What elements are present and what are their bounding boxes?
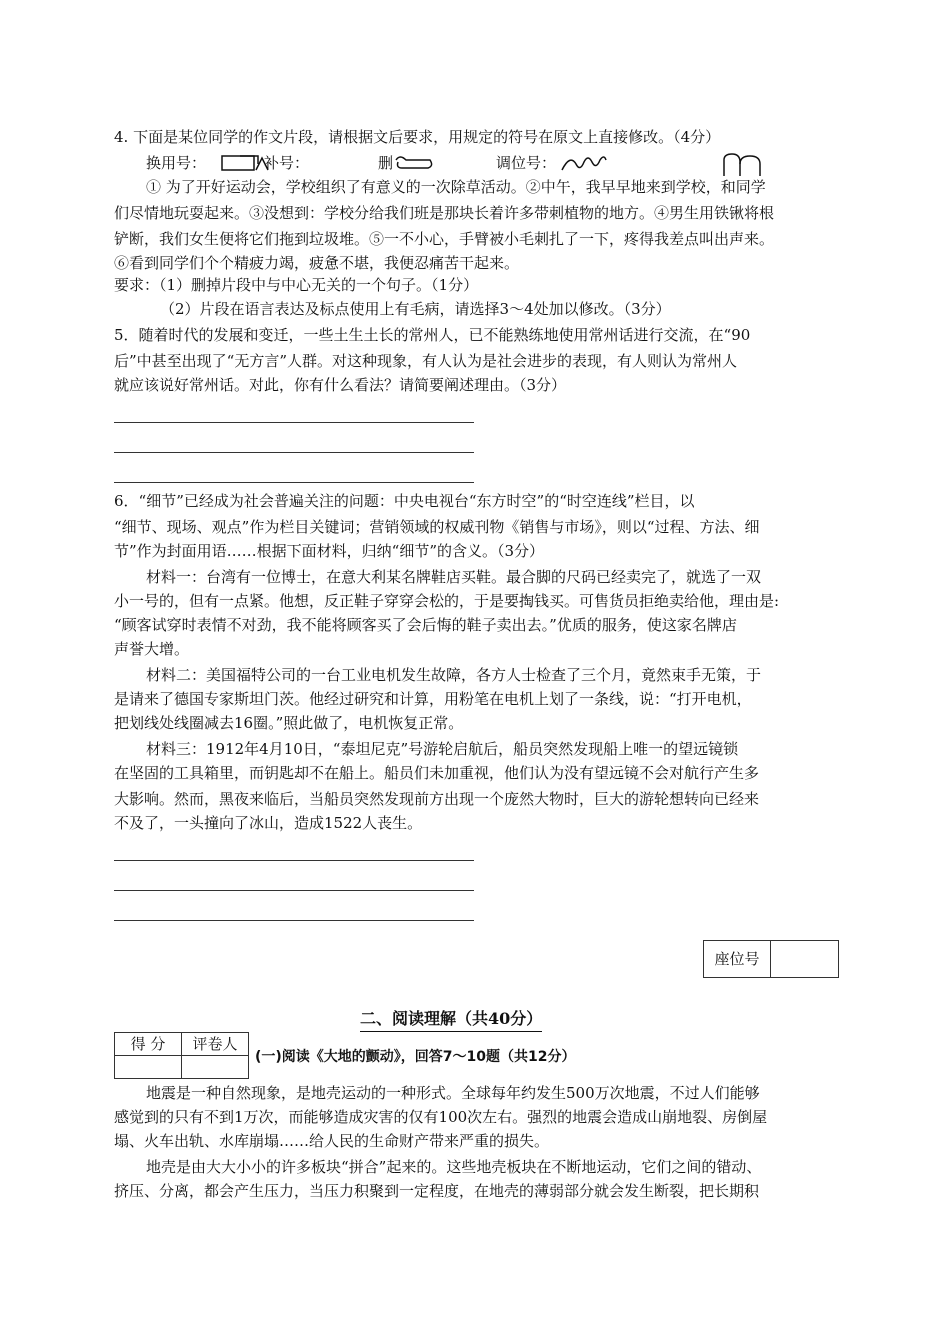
proofreading-symbols-row (146, 152, 796, 176)
q6-material2-line-2: 是请来了德国专家斯坦门茨。他经过研究和计算，用粉笔在电机上划了一条线，说：“打开电机， (114, 690, 752, 708)
replace-symbol-label: 换用号： (146, 154, 207, 172)
q6-material3-line-1: 材料三：1912年4月10日，“泰坦尼克”号游轮启航后，船员突然发现船上唯一的望远镜锁 (146, 740, 739, 758)
transpose-mark-icon (720, 152, 770, 178)
q6-material1-line-4: 声誉大增。 (114, 640, 190, 658)
q6-line-3: 节”作为封面用语……根据下面材料，归纳“细节”的含义。（3分） (114, 542, 545, 560)
q6-material3-line-4: 不及了，一头撞向了冰山，造成1522人丧生。 (114, 814, 423, 832)
seat-number-field[interactable] (771, 941, 838, 977)
q6-material2-line-3: 把划线处线圈减去16圈。”照此做了，电机恢复正常。 (114, 714, 464, 732)
q6-material2-line-1: 材料二：美国福特公司的一台工业电机发生故障，各方人士检查了三个月，竟然束手无策，于 (146, 666, 762, 684)
grader-cell[interactable] (182, 1056, 249, 1079)
q6-answer-line[interactable] (114, 920, 474, 921)
reading-paragraph-line: 塌、火车出轨、水库崩塌……给人民的生命财产带来严重的损失。 (114, 1132, 550, 1150)
reading-paragraph-line: 地壳是由大大小小的许多板块“拼合”起来的。这些地壳板块在不断地运动，它们之间的错动、 (146, 1158, 762, 1176)
q4-passage-line-2: 们尽情地玩耍起来。③没想到：学校分给我们班是那块长着许多带刺植物的地方。④男生用铁锹将根 (114, 204, 775, 222)
q6-material3-line-2: 在坚固的工具箱里，而钥匙却不在船上。船员们未加重视，他们认为没有望远镜不会对航行产生多 (114, 764, 760, 782)
delete-symbol-label: 删 (378, 154, 394, 172)
q4-requirement-1: 要求：（1）删掉片段中与中心无关的一个句子。（1分） (114, 276, 479, 294)
q5-line-2: 后”中甚至出现了“无方言”人群。对这种现象，有人认为是社会进步的表现，有人则认为常州人 (114, 352, 738, 370)
q4-passage-line-3: 铲断，我们女生便将它们拖到垃圾堆。⑤一不小心，手臂被小毛刺扎了一下，疼得我差点叫出声来。 (114, 230, 775, 248)
q4-title: 4. 下面是某位同学的作文片段，请根据文后要求，用规定的符号在原文上直接修改。（4分） (114, 128, 721, 146)
delete-symbol-icon (392, 152, 436, 176)
seat-number-label: 座位号 (704, 941, 771, 977)
reading-paragraph-line: 挤压、分离，都会产生压力，当压力积聚到一定程度，在地壳的薄弱部分就会发生断裂，把长期积 (114, 1182, 760, 1200)
reading-subheading: (一)阅读《大地的颤动》，回答7～10题（共12分） (255, 1049, 576, 1065)
q6-material1-line-3: “顾客试穿时表情不对劲，我不能将顾客买了会后悔的鞋子卖出去。”优质的服务，使这家名牌店 (114, 616, 737, 634)
score-table (114, 1032, 249, 1079)
score-header: 得 分 (115, 1033, 182, 1056)
q6-answer-line[interactable] (114, 890, 474, 891)
insert-symbol-icon (252, 152, 272, 176)
q5-answer-line[interactable] (114, 422, 474, 423)
reorder-symbol-icon (560, 152, 608, 176)
q5-line-1: 5．随着时代的发展和变迁，一些土生土长的常州人，已不能熟练地使用常州话进行交流，在“90 (114, 326, 751, 344)
q6-material3-line-3: 大影响。然而，黑夜来临后，当船员突然发现前方出现一个庞然大物时，巨大的游轮想转向已经来 (114, 790, 760, 808)
reading-paragraph-line: 感觉到的只有不到1万次，而能够造成灾害的仅有100次左右。强烈的地震会造成山崩地裂、房倒屋 (114, 1108, 768, 1126)
q5-line-3: 就应该说好常州话。对此，你有什么看法？请简要阐述理由。（3分） (114, 376, 567, 394)
q4-requirement-2: （2）片段在语言表达及标点使用上有毛病，请选择3～4处加以修改。（3分） (160, 300, 671, 318)
q5-answer-line[interactable] (114, 482, 474, 483)
insert-symbol-label: 补号： (264, 154, 310, 172)
reading-paragraph-line: 地震是一种自然现象，是地壳运动的一种形式。全球每年约发生500万次地震，不过人们能够 (146, 1084, 760, 1102)
q4-passage-line-4: ⑥看到同学们个个精疲力竭，疲惫不堪，我便忍痛苦干起来。 (114, 254, 520, 272)
q5-answer-line[interactable] (114, 452, 474, 453)
q4-passage-line-1: ① 为了开好运动会，学校组织了有意义的一次除草活动。②中午，我早早地来到学校，和同学 (146, 178, 766, 196)
seat-number-box (703, 940, 839, 978)
grader-header: 评卷人 (182, 1033, 249, 1056)
section-title: 二、阅读理解（共40分） (360, 1008, 542, 1032)
q6-material1-line-1: 材料一：台湾有一位博士，在意大利某名牌鞋店买鞋。最合脚的尺码已经卖完了，就选了一双 (146, 568, 762, 586)
q6-answer-line[interactable] (114, 860, 474, 861)
q6-material1-line-2: 小一号的，但有一点紧。他想，反正鞋子穿穿会松的，于是要掏钱买。可售货员拒绝卖给他，理由是: (114, 592, 780, 610)
q6-line-2: “细节、现场、观点”作为栏目关键词；营销领域的权威刊物《销售与市场》，则以“过程、方法、细 (114, 518, 760, 536)
reorder-symbol-label: 调位号： (496, 154, 557, 172)
q6-line-1: 6．“细节”已经成为社会普遍关注的问题：中央电视台“东方时空”的“时空连线”栏目，以 (114, 492, 695, 510)
score-cell[interactable] (115, 1056, 182, 1079)
